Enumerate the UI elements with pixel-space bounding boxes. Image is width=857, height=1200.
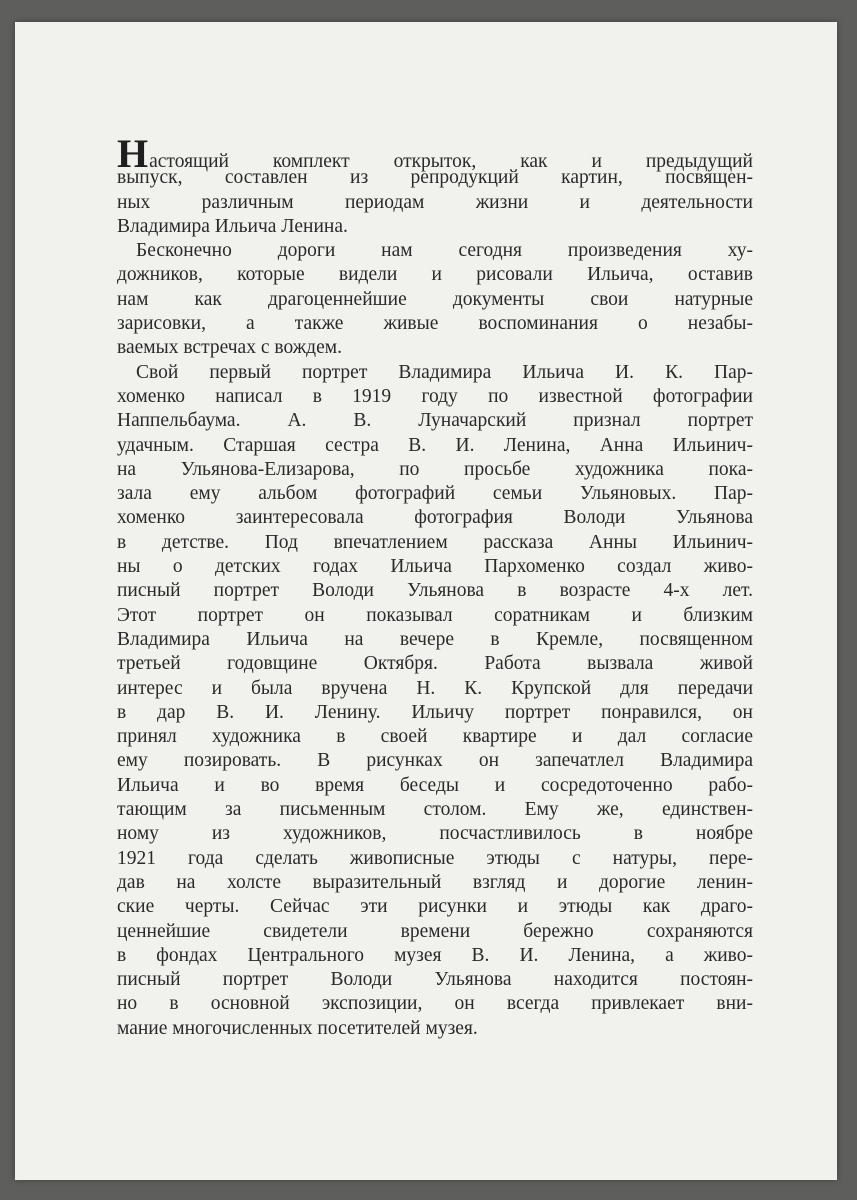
text-line: ны о детских годах Ильича Пархоменко создал живо- bbox=[117, 556, 753, 578]
text-line: зарисовки, а также живые воспоминания о незабы- bbox=[117, 313, 753, 335]
text-line: в фондах Центрального музея В. И. Ленина, а живо- bbox=[117, 944, 753, 966]
text-line: 1921 года сделать живописные этюды с натуры, пере- bbox=[117, 847, 753, 869]
body-text bbox=[117, 131, 753, 1041]
text-line-content: астоящий комплект открыток, как и предыдущий bbox=[149, 151, 753, 172]
text-line: дав на холсте выразительный взгляд и дорогие ленин- bbox=[117, 871, 753, 893]
page-sheet bbox=[15, 22, 837, 1180]
paragraph-2 bbox=[117, 239, 753, 360]
text-line: удачным. Старшая сестра В. И. Ленина, Анна Ильинич- bbox=[117, 434, 753, 456]
text-line: ценнейшие свидетели времени бережно сохраняются bbox=[117, 920, 753, 942]
text-line: Владимира Ильича Ленина. bbox=[117, 215, 348, 237]
text-line: ские черты. Сейчас эти рисунки и этюды как драго- bbox=[117, 896, 753, 918]
text-line: Владимира Ильича на вечере в Кремле, посвященном bbox=[117, 628, 753, 650]
text-line: принял художника в своей квартире и дал согласие bbox=[117, 726, 753, 748]
paragraph-3 bbox=[117, 361, 753, 1041]
text-line: хоменко написал в 1919 году по известной фотографии bbox=[117, 385, 753, 407]
text-line: Наппельбаума. А. В. Луначарский признал портрет bbox=[117, 410, 753, 432]
text-line: мание многочисленных посетителей музея. bbox=[117, 1017, 478, 1039]
text-line: ваемых встречах с вождем. bbox=[117, 337, 342, 359]
text-line: ному из художников, посчастливилось в ноябре bbox=[117, 823, 753, 845]
text-line: ных различным периодам жизни и деятельности bbox=[117, 191, 753, 213]
text-line: на Ульянова-Елизарова, по просьбе художника пока- bbox=[117, 458, 753, 480]
text-line: третьей годовщине Октября. Работа вызвала живой bbox=[117, 653, 753, 675]
text-line: Свой первый портрет Владимира Ильича И. К. Пар- bbox=[136, 361, 753, 383]
text-line: хоменко заинтересовала фотография Володи Ульянова bbox=[117, 507, 753, 529]
paragraph-1 bbox=[117, 131, 753, 239]
text-line: Ильича и во время беседы и сосредоточенно рабо- bbox=[117, 774, 753, 796]
drop-cap: Н bbox=[117, 131, 149, 176]
text-line: Этот портрет он показывал соратникам и близким bbox=[117, 604, 753, 626]
text-line bbox=[117, 131, 753, 176]
text-line: зала ему альбом фотографий семьи Ульяновых. Пар- bbox=[117, 483, 753, 505]
text-line: но в основной экспозиции, он всегда привлекает вни- bbox=[117, 993, 753, 1015]
text-line: тающим за письменным столом. Ему же, единствен- bbox=[117, 799, 753, 821]
text-line: ему позировать. В рисунках он запечатлел Владимира bbox=[117, 750, 753, 772]
text-line: дожников, которые видели и рисовали Ильича, оставив bbox=[117, 264, 753, 286]
text-line: в дар В. И. Ленину. Ильичу портрет понравился, он bbox=[117, 701, 753, 723]
text-line: Бесконечно дороги нам сегодня произведения ху- bbox=[136, 240, 753, 262]
text-line: интерес и была вручена Н. К. Крупской для передачи bbox=[117, 677, 753, 699]
text-line: нам как драгоценнейшие документы свои натурные bbox=[117, 288, 753, 310]
text-line: писный портрет Володи Ульянова в возрасте 4-х лет. bbox=[117, 580, 753, 602]
text-line: выпуск, составлен из репродукций картин, посвящен- bbox=[117, 167, 753, 189]
text-line: писный портрет Володи Ульянова находится постоян- bbox=[117, 969, 753, 991]
text-line: в детстве. Под впечатлением рассказа Анны Ильинич- bbox=[117, 531, 753, 553]
